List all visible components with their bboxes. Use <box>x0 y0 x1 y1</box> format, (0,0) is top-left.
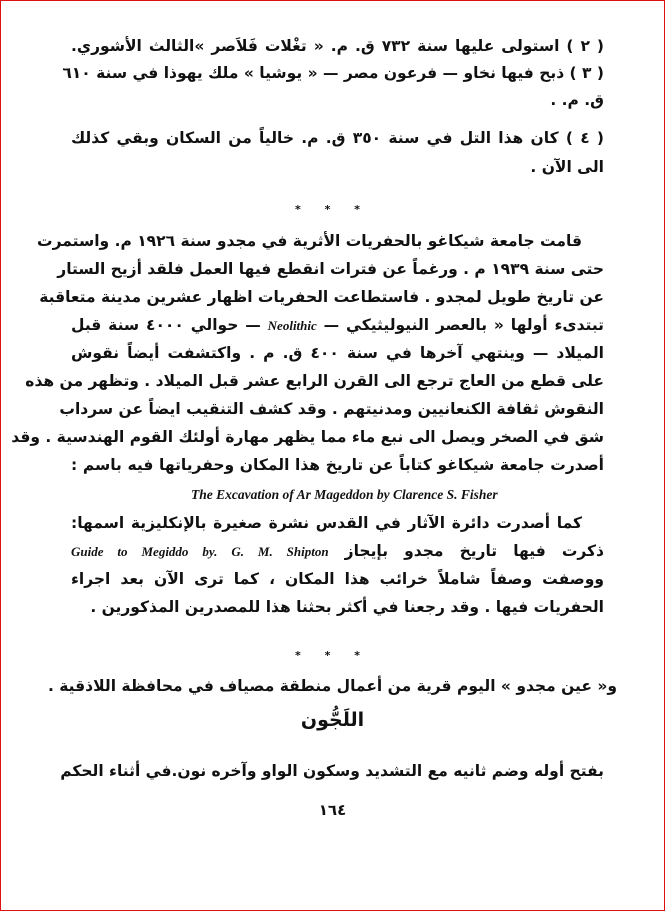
text-segment: ذكرت فيها تاريخ مجدو بإيجاز <box>344 542 604 560</box>
paragraph-line <box>71 537 604 565</box>
paragraph-line: على قطع من العاج ترجع الى القرن الرابع عشر قبل الميلاد . وتظهر من هذه <box>25 372 604 390</box>
paragraph-line: ووصفت وصفاً شاملاً خرائب هذا المكان ، كما ترى الآن بعد اجراء <box>71 570 604 588</box>
footnote-4-cont: الى الآن . <box>530 158 604 176</box>
paragraph-line: شق في الصخر ويصل الى نبع ماء مما يظهر مهارة أولئك القوم الهندسية . وقد <box>11 428 604 446</box>
footnote-4: ( ٤ ) كان هذا التل في سنة ٣٥٠ ق. م. خالياً من السكان وبقي كذلك <box>71 129 605 147</box>
paragraph-line: الميلاد — وينتهي آخرها في سنة ٤٠٠ ق. م . واكتشفت أيضاً نقوش <box>71 344 604 362</box>
footnote-3: ( ٣ ) ذبح فيها نخاو — فرعون مصر — « يوشيا » ملك يهوذا في سنة ٦١٠ <box>62 64 604 82</box>
paragraph-line: حتى سنة ١٩٣٩ م . ورغماً عن فترات انقطع فيها العمل فلقد أزيح الستار <box>57 260 604 278</box>
footnote-3-cont: ق. م. . <box>550 91 604 109</box>
paragraph-line: الحفريات فيها . وقد رجعنا في أكثر بحثنا هذا للمصدرين المذكورين . <box>90 598 604 616</box>
paragraph-line: أصدرت جامعة شيكاغو كتاباً عن تاريخ هذا المكان وحفرياتها فيه باسم : <box>71 456 604 474</box>
paragraph-line: كما أصدرت دائرة الآثار في القدس نشرة صغيرة بالإنكليزية اسمها: <box>71 514 582 532</box>
latin-title: Guide to Megiddo by. G. M. Shipton <box>71 544 329 559</box>
entry-text: بفتح أوله وضم ثانيه مع التشديد وسكون الواو وآخره نون.في أثناء الحكم <box>60 762 604 780</box>
note-line: و« عين مجدو » اليوم قرية من أعمال منطقة مصياف في محافظة اللاذقية . <box>48 677 617 695</box>
page-number: ١٦٤ <box>318 801 347 819</box>
entry-title: اللَجُّون <box>300 709 365 731</box>
paragraph-line: قامت جامعة شيكاغو بالحفريات الأثرية في مجدو سنة ١٩٢٦ م. واستمرت <box>37 232 582 250</box>
paragraph-line: عن تاريخ طويل لمجدو . فاستطاعت الحفريات اظهار عشرين مدينة متعاقبة <box>39 288 604 306</box>
section-separator: * * * <box>295 203 370 216</box>
book-title-english: The Excavation of Ar Mageddon by Clarence S. Fisher <box>191 487 498 502</box>
text-segment: تبتدىء أولها « بالعصر النيوليثيكي — <box>323 316 604 334</box>
text-segment: — حوالي ٤٠٠٠ سنة قبل <box>71 316 261 334</box>
section-separator: * * * <box>295 649 370 662</box>
footnote-2: ( ٢ ) استولى عليها سنة ٧٣٢ ق. م. « تغْلات فَلاَصر »الثالث الأشوري. <box>71 37 605 55</box>
paragraph-line <box>71 311 604 339</box>
paragraph-line: النقوش ثقافة الكنعانيين ومدنيتهم . وقد كشف التنقيب ايضاً عن سرداب <box>59 400 604 418</box>
latin-term: Neolithic <box>267 318 317 333</box>
